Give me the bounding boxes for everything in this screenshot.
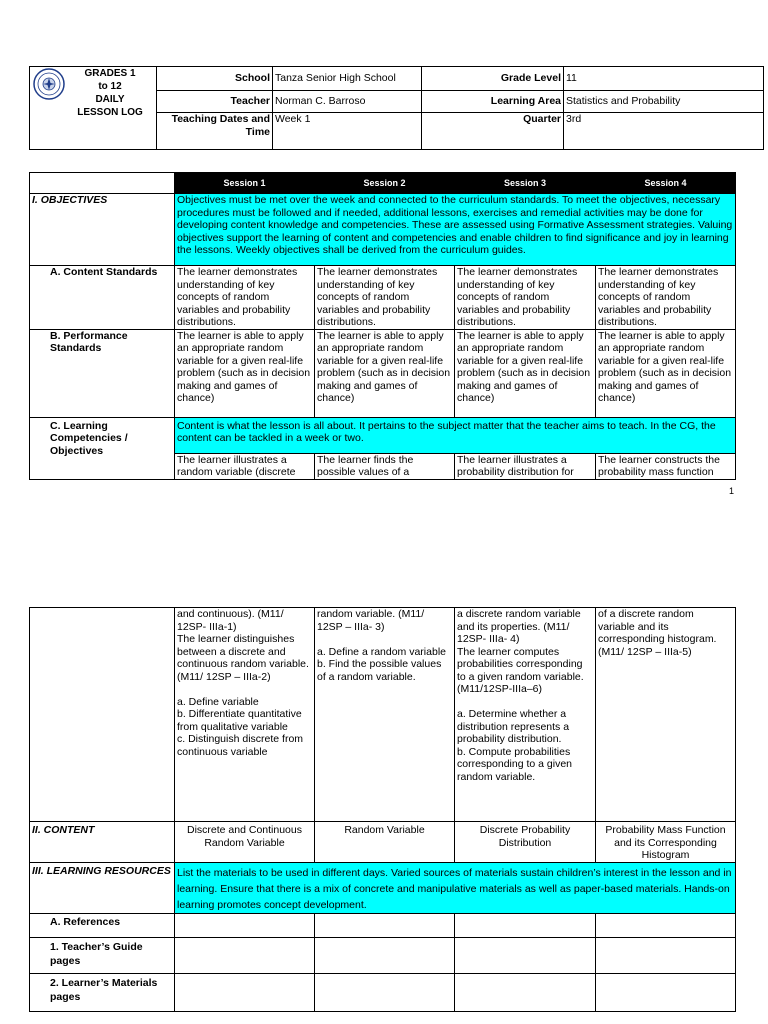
grade-label: Grade Level	[422, 67, 564, 91]
grade-value: 11	[564, 67, 764, 91]
content-standards-session-4: The learner demonstrates understanding of key concepts of random variables and probability distributions.	[596, 266, 736, 330]
learning-area-label: Learning Area	[422, 91, 564, 113]
learners-materials-session-3	[455, 973, 596, 1011]
competency-session-1-part2: and continuous). (M11/ 12SP- IIIa-1) The learner distinguishes between a discrete and continuous random variable. (M11/ 12SP – IIIa-2) a. Define variable b. Differentiate quantitative from qualitative variable c. Distinguish discrete from continuous variable	[175, 608, 315, 822]
title-line-1: GRADES 1	[84, 68, 136, 79]
performance-standards-session-2: The learner is able to apply an appropriate random variable for a given real-life problem (such as in decision making and games of chance)	[315, 329, 455, 417]
competencies-label-continued	[30, 608, 175, 822]
quarter-value: 3rd	[564, 113, 764, 150]
title-line-4: LESSON LOG	[77, 107, 143, 118]
session-1-header: Session 1	[175, 173, 315, 194]
quarter-label: Quarter	[422, 113, 564, 150]
performance-standards-session-1: The learner is able to apply an appropriate random variable for a given real-life problem (such as in decision making and games of chance)	[175, 329, 315, 417]
references-session-4	[596, 913, 736, 937]
competency-session-1-part1: The learner illustrates a random variable (discrete	[175, 453, 315, 479]
lesson-log-title	[30, 67, 157, 150]
content-session-1: Discrete and Continuous Random Variable	[175, 822, 315, 863]
session-3-header: Session 3	[455, 173, 596, 194]
competency-session-3-part2: a discrete random variable and its properties. (M11/ 12SP- IIIa- 4) The learner computes probabilities corresponding to a given random variable. (M11/12SP-IIIa–6) a. Determine whether a distribution represents a probability distribution. b. Compute probabilities corresponding to a given random variable.	[455, 608, 596, 822]
teachers-guide-session-2	[315, 937, 455, 973]
school-value: Tanza Senior High School	[273, 67, 422, 91]
learning-resources-label: III. LEARNING RESOURCES	[30, 862, 175, 913]
title-line-3: DAILY	[95, 94, 125, 105]
content-standards-session-3: The learner demonstrates understanding of key concepts of random variables and probability distributions.	[455, 266, 596, 330]
content-standards-session-2: The learner demonstrates understanding of key concepts of random variables and probability distributions.	[315, 266, 455, 330]
header-table	[29, 66, 764, 150]
teachers-guide-session-3	[455, 937, 596, 973]
teaching-dates-label: Teaching Dates and Time	[157, 113, 273, 150]
references-session-2	[315, 913, 455, 937]
teacher-value: Norman C. Barroso	[273, 91, 422, 113]
content-session-2: Random Variable	[315, 822, 455, 863]
learners-materials-label: 2. Learner’s Materials pages	[30, 973, 175, 1011]
objectives-note: Objectives must be met over the week and connected to the curriculum standards. To meet the objectives, necessary procedures must be followed and if needed, additional lessons, exercises and remedial activities may be done for developing content knowledge and competencies. These are assessed using Formative Assessment strategies. Valuing objectives support the learning of content and competencies and enable children to find significance and joy in learning the lessons. Weekly objectives shall be derived from the curriculum guides.	[175, 194, 736, 266]
performance-standards-label: B. Performance Standards	[30, 329, 175, 417]
session-2-header: Session 2	[315, 173, 455, 194]
content-standards-label: A. Content Standards	[30, 266, 175, 330]
teachers-guide-label: 1. Teacher’s Guide pages	[30, 937, 175, 973]
performance-standards-session-4: The learner is able to apply an appropriate random variable for a given real-life problem (such as in decision making and games of chance)	[596, 329, 736, 417]
teachers-guide-session-1	[175, 937, 315, 973]
competency-session-2-part1: The learner finds the possible values of a	[315, 453, 455, 479]
page-number: 1	[728, 486, 734, 496]
learning-area-value: Statistics and Probability	[564, 91, 764, 113]
teaching-dates-value: Week 1	[273, 113, 422, 150]
learning-resources-note: List the materials to be used in different days. Varied sources of materials sustain children’s interest in the lesson and in learning. Ensure that there is a mix of concrete and manipulative materials as well as paper-based materials. Hands-on learning promotes concept development.	[175, 862, 736, 913]
teachers-guide-session-4	[596, 937, 736, 973]
performance-standards-session-3: The learner is able to apply an appropriate random variable for a given real-life problem (such as in decision making and games of chance)	[455, 329, 596, 417]
references-label: A. References	[30, 913, 175, 937]
content-standards-session-1: The learner demonstrates understanding of key concepts of random variables and probability distributions.	[175, 266, 315, 330]
teacher-label: Teacher	[157, 91, 273, 113]
lesson-table-page-1	[29, 172, 736, 480]
school-label: School	[157, 67, 273, 91]
learners-materials-session-2	[315, 973, 455, 1011]
learners-materials-session-4	[596, 973, 736, 1011]
competency-session-4-part2: of a discrete random variable and its corresponding histogram. (M11/ 12SP – IIIa-5)	[596, 608, 736, 822]
competencies-label: C. Learning Competencies / Objectives	[30, 417, 175, 479]
learners-materials-session-1	[175, 973, 315, 1011]
competencies-note: Content is what the lesson is all about. It pertains to the subject matter that the teacher aims to teach. In the CG, the content can be tackled in a week or two.	[175, 417, 736, 453]
competency-session-2-part2: random variable. (M11/ 12SP – IIIa- 3) a. Define a random variable b. Find the possible values of a random variable.	[315, 608, 455, 822]
objectives-label: I. OBJECTIVES	[30, 194, 175, 266]
competency-session-4-part1: The learner constructs the probability mass function	[596, 453, 736, 479]
content-session-4: Probability Mass Function and its Corresponding Histogram	[596, 822, 736, 863]
content-session-3: Discrete Probability Distribution	[455, 822, 596, 863]
title-line-2: to 12	[98, 81, 122, 92]
session-header-blank	[30, 173, 175, 194]
competency-session-3-part1: The learner illustrates a probability distribution for	[455, 453, 596, 479]
session-4-header: Session 4	[596, 173, 736, 194]
content-label: II. CONTENT	[30, 822, 175, 863]
references-session-3	[455, 913, 596, 937]
references-session-1	[175, 913, 315, 937]
lesson-table-page-2	[29, 607, 736, 1012]
